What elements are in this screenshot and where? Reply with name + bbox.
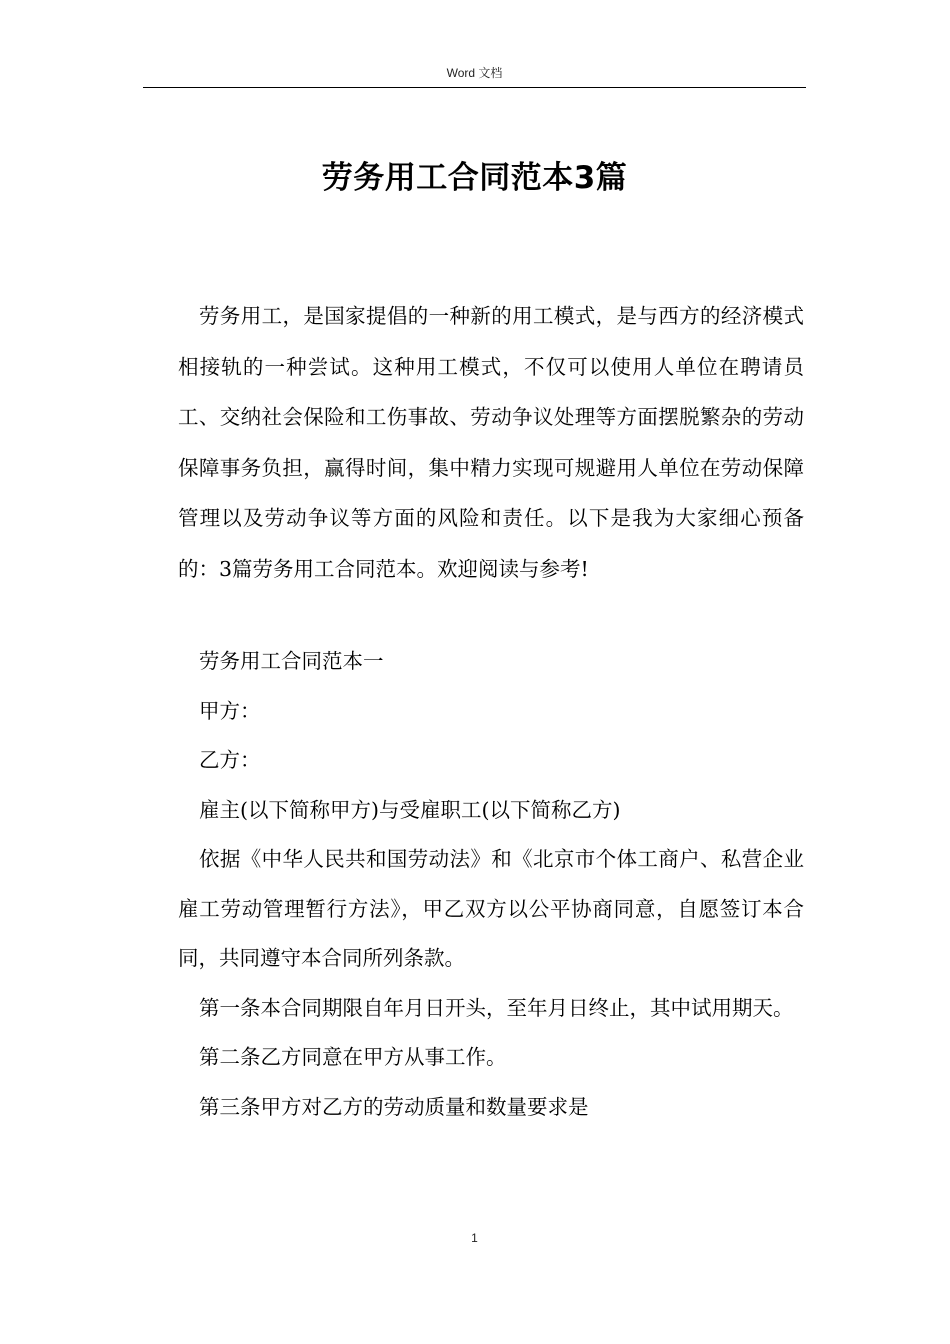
party-b-line: 乙方： (199, 748, 261, 772)
parties-definition: 雇主(以下简称甲方)与受雇职工(以下简称乙方) (199, 797, 621, 822)
section-heading: 劳务用工合同范本一 (199, 649, 384, 673)
page-header-label: Word 文档 (446, 66, 503, 80)
party-a-line: 甲方： (199, 698, 261, 723)
document-title: 劳务用工合同范本3篇 (321, 160, 628, 196)
intro-paragraph: 劳务用工，是国家提倡的一种新的用工模式，是与西方的经济模式相接轨的一种尝试。这种用工模式，不仅可以使用人单位在聘请员工、交纳社会保险和工伤事故、劳动争议处理等方面摆脱繁杂的劳动保障事务负担，赢得时间，集中精力实现可规避用人单位在劳动保障管理以及劳动争议等方面的风险和责任。以下是我为大家细心预备的：3篇劳务用工合同范本。欢迎阅读与参考! (178, 304, 804, 581)
article-3: 第三条甲方对乙方的劳动质量和数量要求是 (199, 1094, 589, 1119)
article-2: 第二条乙方同意在甲方从事工作。 (199, 1045, 507, 1069)
page-number: 1 (471, 1231, 478, 1245)
legal-basis-paragraph: 依据《中华人民共和国劳动法》和《北京市个体工商户、私营企业雇工劳动管理暂行方法》，甲乙双方以公平协商同意，自愿签订本合同，共同遵守本合同所列条款。 (178, 847, 804, 970)
header-divider (143, 87, 806, 88)
contract-body (178, 637, 804, 1132)
article-1: 第一条本合同期限自年月日开头，至年月日终止，其中试用期天。 (199, 995, 794, 1020)
